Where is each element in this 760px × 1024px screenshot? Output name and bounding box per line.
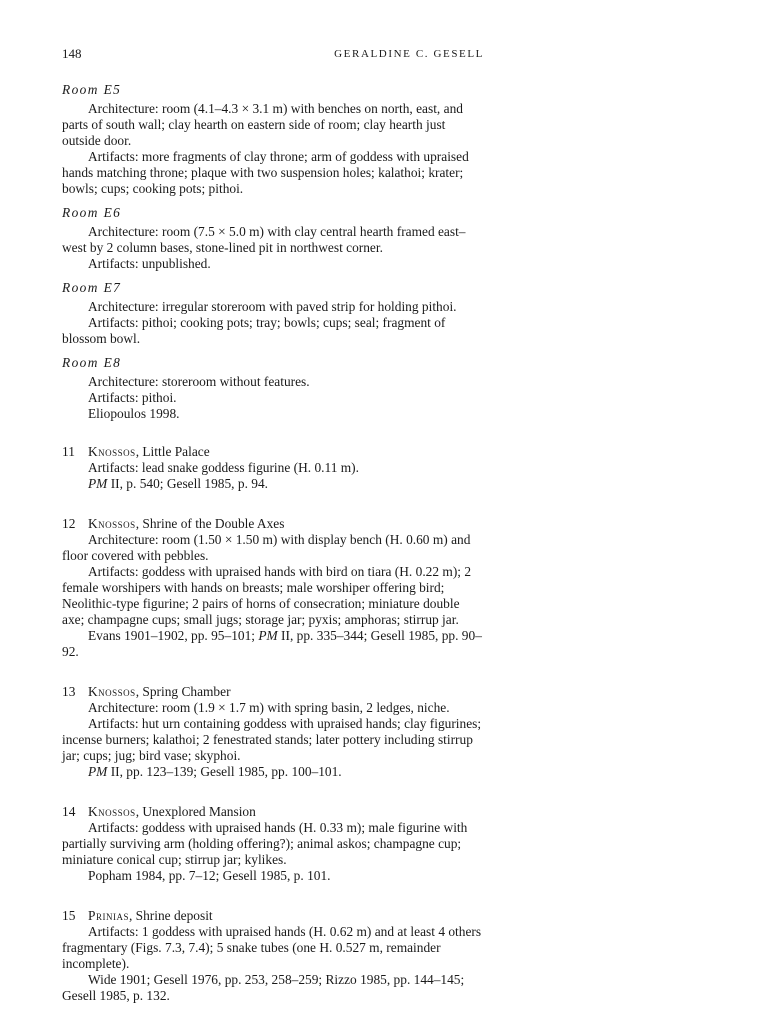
room-section	[62, 205, 484, 272]
entry-heading	[62, 684, 484, 700]
entry-site: Knossos	[88, 684, 136, 699]
artifacts-paragraph: Artifacts: pithoi.	[88, 390, 177, 405]
artifacts-paragraph: Artifacts: goddess with upraised hands with bird on tiara (H. 0.22 m); 2 female worshipers with hands on breasts; male worshiper offering bird; Neolithic-type figurine; 2 pairs of horns of consecration; miniature double axe; champagne cups; small jugs; storage jar; pyxis; amphoras; stirrup jar.	[62, 564, 472, 627]
entry-number: 11	[62, 444, 75, 459]
artifacts-paragraph: Artifacts: goddess with upraised hands (H. 0.33 m); male figurine with partially surviving arm (holding offering?); animal askos; champagne cup; miniature conical cup; stirrup jar; kylikes.	[62, 820, 468, 867]
running-head: GERALDINE C. GESELL	[334, 48, 484, 60]
entry-site: Knossos	[88, 516, 136, 531]
entry-location: , Unexplored Mansion	[135, 804, 256, 819]
catalog-entry	[62, 444, 484, 492]
architecture-paragraph: Architecture: storeroom without features.	[88, 374, 310, 389]
reference-paragraph	[62, 476, 484, 492]
architecture-paragraph: Architecture: room (4.1–4.3 × 3.1 m) with benches on north, east, and parts of south wall; clay hearth on eastern side of room; clay hearth just outside door.	[62, 101, 463, 148]
catalog-entry	[62, 804, 484, 884]
room-section	[62, 355, 484, 422]
reference-abbrev: PM	[258, 628, 278, 643]
artifacts-paragraph: Artifacts: hut urn containing goddess with upraised hands; clay figurines; incense burners; kalathoi; 2 fenestrated stands; later pottery including stirrup jar; cups; jug; bird vase; skyphoi.	[62, 716, 482, 763]
catalog-entry	[62, 516, 484, 660]
reference-text: II, p. 540; Gesell 1985, p. 94.	[107, 476, 269, 491]
architecture-paragraph: Architecture: irregular storeroom with paved strip for holding pithoi.	[88, 299, 457, 314]
entry-number: 15	[62, 908, 76, 923]
entry-location: , Little Palace	[135, 444, 210, 459]
room-section	[62, 82, 484, 197]
room-section	[62, 280, 484, 347]
artifacts-paragraph: Artifacts: more fragments of clay throne; arm of goddess with upraised hands matching throne; plaque with two suspension holes; kalathoi; krater; bowls; cups; cooking pots; pithoi.	[62, 149, 469, 196]
entry-heading	[62, 804, 484, 820]
room-title: Room E5	[62, 82, 122, 97]
catalog-entry	[62, 684, 484, 780]
entry-number: 12	[62, 516, 76, 531]
reference-paragraph: Popham 1984, pp. 7–12; Gesell 1985, p. 101.	[88, 868, 331, 883]
room-title: Room E7	[62, 280, 122, 295]
page-header	[62, 46, 484, 64]
reference-paragraph: Wide 1901; Gesell 1976, pp. 253, 258–259; Rizzo 1985, pp. 144–145; Gesell 1985, p. 132.	[62, 972, 465, 1003]
artifacts-paragraph: Artifacts: unpublished.	[88, 256, 211, 271]
artifacts-paragraph: Artifacts: lead snake goddess figurine (H. 0.11 m).	[88, 460, 359, 475]
reference-abbrev: PM	[88, 764, 108, 779]
reference-text: II, pp. 335–344; Gesell 1985, pp. 90–92.	[62, 628, 482, 659]
room-title: Room E8	[62, 355, 122, 370]
reference-text: II, pp. 123–139; Gesell 1985, pp. 100–101.	[107, 764, 342, 779]
room-title: Room E6	[62, 205, 122, 220]
artifacts-paragraph: Artifacts: 1 goddess with upraised hands (H. 0.62 m) and at least 4 others fragmentary (Figs. 7.3, 7.4); 5 snake tubes (one H. 0.527 m, remainder incomplete).	[62, 924, 482, 971]
entry-site: Knossos	[88, 444, 136, 459]
entry-heading	[62, 444, 484, 460]
entry-site: Knossos	[88, 804, 136, 819]
entry-number: 14	[62, 804, 76, 819]
reference-paragraph	[62, 628, 484, 660]
reference-paragraph	[62, 764, 484, 780]
artifacts-paragraph: Artifacts: pithoi; cooking pots; tray; bowls; cups; seal; fragment of blossom bowl.	[62, 315, 446, 346]
reference-abbrev: PM	[88, 476, 108, 491]
entry-site: Prinias	[88, 908, 129, 923]
architecture-paragraph: Architecture: room (7.5 × 5.0 m) with clay central hearth framed east–west by 2 column bases, stone-lined pit in northwest corner.	[62, 224, 466, 255]
page-body	[62, 82, 484, 1004]
reference-paragraph: Eliopoulos 1998.	[88, 406, 180, 421]
page-number: 148	[62, 46, 82, 61]
architecture-paragraph: Architecture: room (1.9 × 1.7 m) with spring basin, 2 ledges, niche.	[88, 700, 450, 715]
entry-heading	[62, 516, 484, 532]
reference-text: Evans 1901–1902, pp. 95–101;	[88, 628, 259, 643]
entry-heading	[62, 908, 484, 924]
entry-location: , Shrine deposit	[128, 908, 213, 923]
entry-location: , Spring Chamber	[135, 684, 231, 699]
entry-number: 13	[62, 684, 76, 699]
entry-location: , Shrine of the Double Axes	[135, 516, 285, 531]
architecture-paragraph: Architecture: room (1.50 × 1.50 m) with display bench (H. 0.60 m) and floor covered with pebbles.	[62, 532, 471, 563]
catalog-entry	[62, 908, 484, 1004]
